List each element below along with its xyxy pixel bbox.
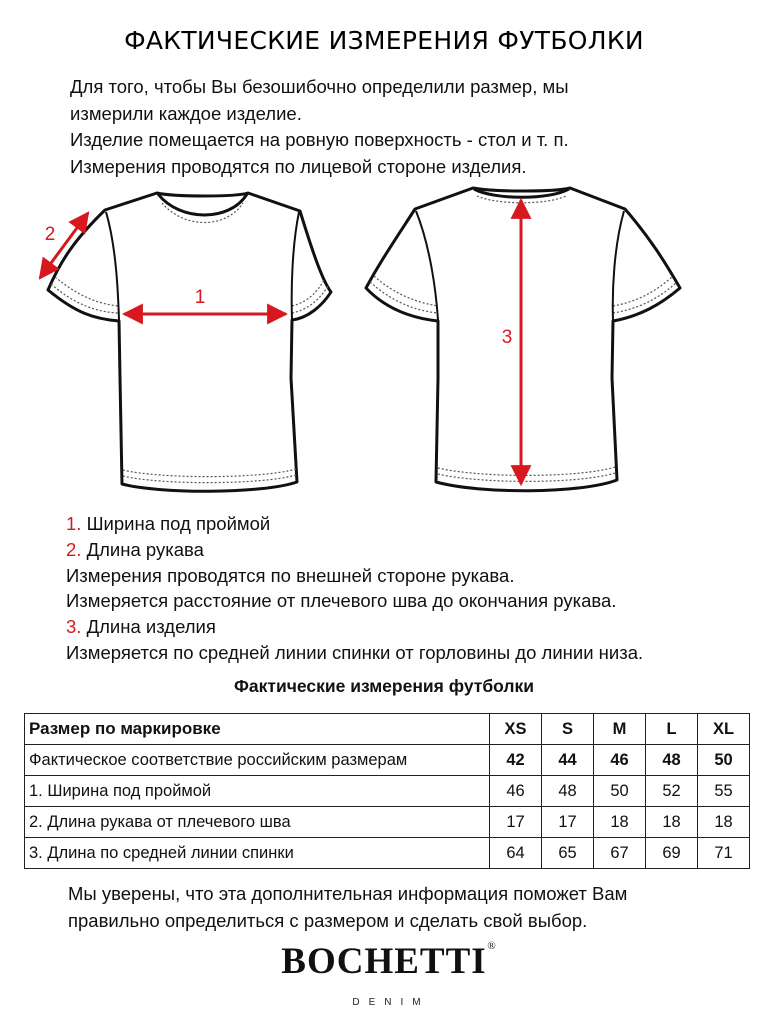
table-row: 1. Ширина под проймой 46 48 50 52 55: [25, 776, 750, 807]
brand-name: BOCHETTI ®: [281, 940, 497, 982]
size-header: S: [542, 714, 594, 745]
brand-logo: [0, 940, 768, 1008]
label-3: 3: [501, 327, 513, 348]
table-header-row: [25, 714, 750, 745]
label-2: 2: [44, 224, 56, 245]
table-row: 3. Длина по средней линии спинки 64 65 67 69 71: [25, 838, 750, 869]
intro-line: Измерения проводятся по лицевой стороне изделия.: [70, 155, 527, 177]
intro-line: Изделие помещается на ровную поверхность - стол и т. п.: [70, 129, 569, 150]
registered-mark: ®: [487, 940, 497, 952]
legend-note: Измеряется по средней линии спинки от горловины до линии низа.: [66, 641, 644, 663]
tshirt-diagram: [0, 180, 768, 510]
intro-line: Для того, чтобы Вы безошибочно определили размер, мы: [70, 76, 569, 97]
table-header-label: Размер по маркировке: [25, 714, 490, 745]
legend-note: Измерения проводятся по внешней стороне рукава.: [66, 564, 515, 586]
legend-item-length: 3. Длина изделия: [66, 616, 216, 638]
page-title: ФАКТИЧЕСКИЕ ИЗМЕРЕНИЯ ФУТБОЛКИ: [124, 26, 644, 55]
front-tshirt: [48, 193, 331, 491]
size-header: M: [594, 714, 646, 745]
intro-line: измерили каждое изделие.: [70, 102, 302, 124]
legend-item-sleeve: 2. Длина рукава: [66, 538, 204, 560]
closing-line: правильно определиться с размером и сделать свой выбор.: [68, 910, 588, 931]
back-tshirt: [366, 188, 680, 491]
brand-subline: DENIM: [352, 997, 430, 1008]
closing-line: Мы уверены, что эта дополнительная информация поможет Вам: [68, 883, 628, 904]
size-header: XS: [490, 714, 542, 745]
table-caption: Фактические измерения футболки: [233, 676, 535, 696]
measurement-legend: [66, 511, 746, 666]
intro-text: [70, 74, 730, 180]
closing-text: [68, 880, 728, 934]
table-row: Фактическое соответствие российским размерам 42 44 46 48 50: [25, 745, 750, 776]
label-1: 1: [194, 287, 206, 308]
size-header: XL: [698, 714, 750, 745]
size-header: L: [646, 714, 698, 745]
size-table: [24, 713, 750, 869]
legend-note: Измеряется расстояние от плечевого шва до окончания рукава.: [66, 590, 617, 612]
table-row: 2. Длина рукава от плечевого шва 17 17 18 18 18: [25, 807, 750, 838]
legend-item-width: 1. Ширина под проймой: [66, 513, 271, 534]
